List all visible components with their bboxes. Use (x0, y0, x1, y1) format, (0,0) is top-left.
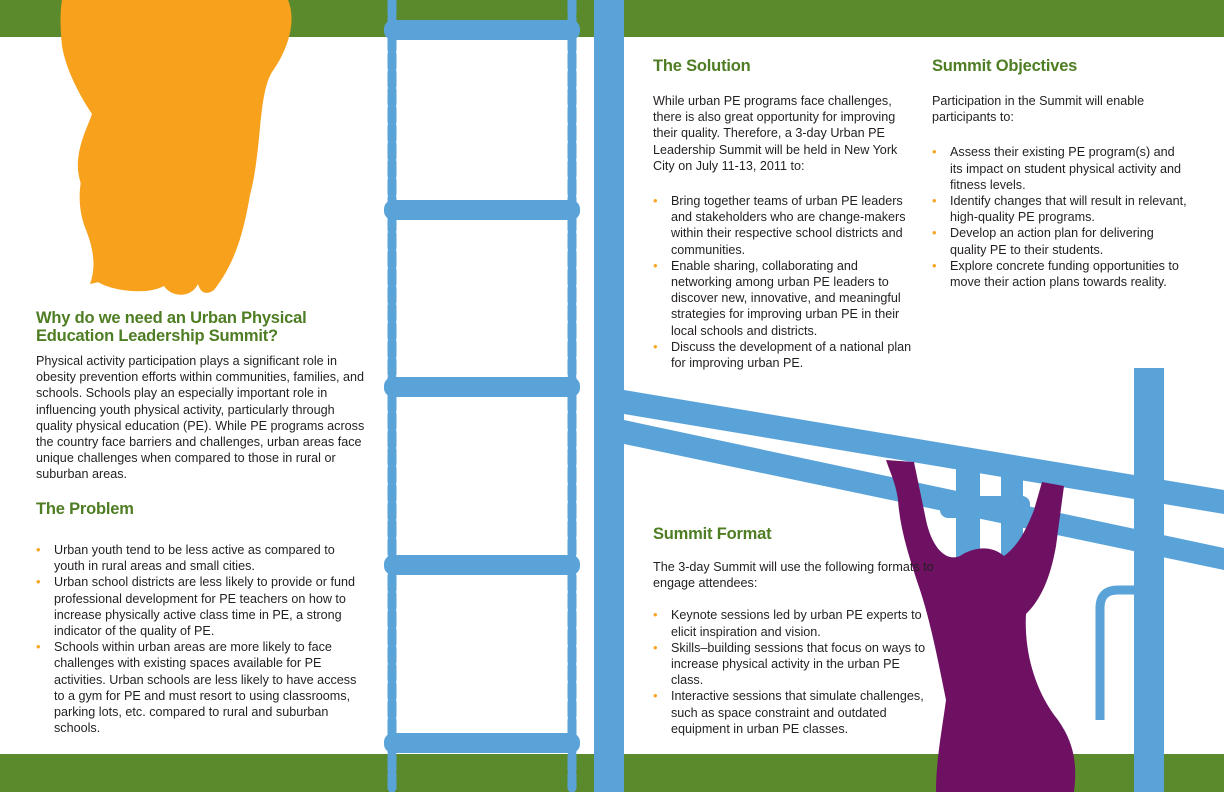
objectives-item: • Develop an action plan for delivering quality PE to their students. (932, 225, 1190, 257)
objectives-item: • Identify changes that will result in relevant, high-quality PE programs. (932, 193, 1190, 225)
objectives-list (932, 144, 1190, 290)
why-body: Physical activity participation plays a significant role in obesity prevention efforts within communities, families, and schools. Schools play an especially important role in influencing youth physical activity, particularly through quality physical education (PE). While PE programs across the country face barriers and challenges, urban areas face unique challenges when compared to those in rural or suburban areas. (36, 354, 365, 482)
problem-item: • Schools within urban areas are more likely to face challenges with existing spaces available for PE activities. Urban schools are less likely to have access to a gym for PE and must resort to using classrooms, parking lots, etc. compared to rural and suburban schools. (36, 639, 366, 736)
solution-item: • Enable sharing, collaborating and networking among urban PE leaders to discover new, innovative, and meaningful strategies for improving urban PE in their local schools and districts. (653, 258, 917, 339)
hanging-child-silhouette (61, 0, 292, 295)
solution-heading: The Solution (653, 57, 751, 75)
objectives-item: • Explore concrete funding opportunities to move their action plans towards reality. (932, 258, 1190, 290)
objectives-item: • Assess their existing PE program(s) and its impact on student physical activity and fitness levels. (932, 144, 1190, 193)
problem-section (36, 500, 366, 736)
solution-intro: While urban PE programs face challenges, there is also great opportunity for improving their quality. Therefore, a 3-day Urban PE Leadership Summit will be held in New York City on July 11-13, 2011 to: (653, 94, 898, 173)
format-heading: Summit Format (653, 525, 772, 543)
problem-list (36, 542, 366, 736)
why-section (36, 309, 366, 483)
format-item: • Interactive sessions that simulate challenges, such as space constraint and outdated equipment in urban PE classes. (653, 688, 935, 737)
why-heading: Why do we need an Urban Physical Education Leadership Summit? (36, 309, 307, 345)
format-intro: The 3-day Summit will use the following formats to engage attendees: (653, 560, 934, 591)
solution-item: • Discuss the development of a national plan for improving urban PE. (653, 339, 917, 371)
objectives-intro: Participation in the Summit will enable participants to: (932, 94, 1145, 125)
objectives-section (932, 57, 1190, 290)
format-list (653, 607, 935, 737)
solution-section (653, 57, 917, 371)
solution-item: • Bring together teams of urban PE leaders and stakeholders who are change-makers within their respective school districts and communities. (653, 193, 917, 258)
problem-heading: The Problem (36, 500, 134, 518)
solution-list (653, 193, 917, 371)
problem-item: • Urban youth tend to be less active as compared to youth in rural areas and small cities. (36, 542, 366, 574)
problem-item: • Urban school districts are less likely to provide or fund professional development for PE teachers on how to increase physically active class time in PE, a strong indicator of the quality of PE. (36, 574, 366, 639)
format-section (653, 525, 935, 737)
objectives-heading: Summit Objectives (932, 57, 1078, 75)
format-item: • Keynote sessions led by urban PE experts to elicit inspiration and vision. (653, 607, 935, 639)
rope-ladder-illustration (384, 0, 580, 792)
format-item: • Skills–building sessions that focus on ways to increase physical activity in the urban PE class. (653, 640, 935, 689)
